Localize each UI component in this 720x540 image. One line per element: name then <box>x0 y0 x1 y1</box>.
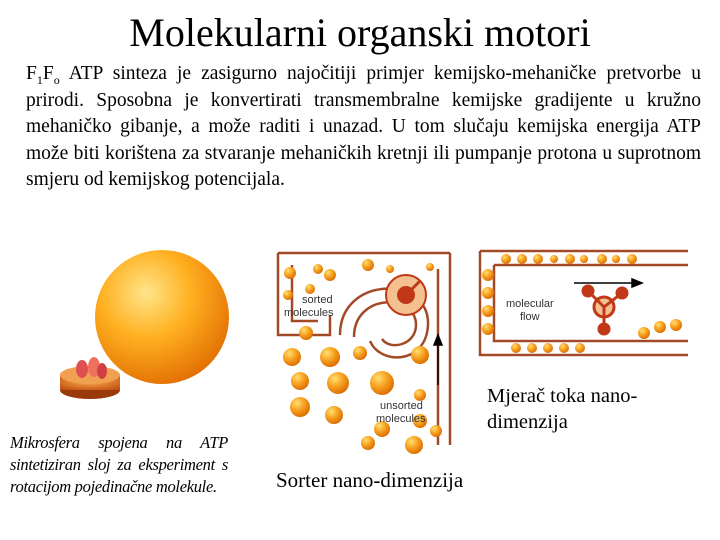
microsphere <box>95 250 229 384</box>
label-sorted-2: molecules <box>284 307 334 319</box>
label-flow-1: molecular <box>506 298 554 310</box>
microsphere-illustration <box>50 245 235 430</box>
body-sub-1: 1 <box>36 72 43 87</box>
microsphere-caption: Mikrosfera spojena na ATP sintetiziran sloj za eksperiment s rotacijom pojedinačne molekule. <box>10 433 228 496</box>
slide-title: Molekularni organski motori <box>129 10 591 55</box>
label-flow-2: flow <box>520 311 540 323</box>
sorter-caption: Sorter nano-dimenzija <box>276 468 464 492</box>
synthase-base <box>60 357 120 399</box>
flow-meter-illustration <box>476 245 692 360</box>
flow-rotor <box>583 286 627 334</box>
body-paragraph <box>26 61 701 194</box>
flow-meter-caption: Mjerač toka nano-dimenzija <box>487 385 638 433</box>
sorter-rotor <box>386 275 426 315</box>
body-lead-f: F <box>26 63 37 84</box>
body-sub-o: o <box>53 72 60 87</box>
body-lead-f2: F <box>42 63 54 84</box>
label-unsorted-2: molecules <box>376 413 426 425</box>
label-unsorted-1: unsorted <box>380 400 423 412</box>
body-text: ATP sinteza je zasigurno najočitiji primjer kemijsko-mehaničke pretvorbe u prirodi. Sposobna je konvertirati transmembralne kemijske gradijente u kružno mehaničko gibanje, a može raditi i unazad. U tom slučaju kemijska energija ATP može biti korištena za stvaranje mehaničkih kretnji ili pumpanje protona u suprotnom smjeru od kemijskog potencijala. <box>26 63 701 190</box>
sorter-illustration <box>270 245 470 455</box>
flow-arrow-up <box>434 335 442 385</box>
label-sorted-1: sorted <box>302 294 333 306</box>
